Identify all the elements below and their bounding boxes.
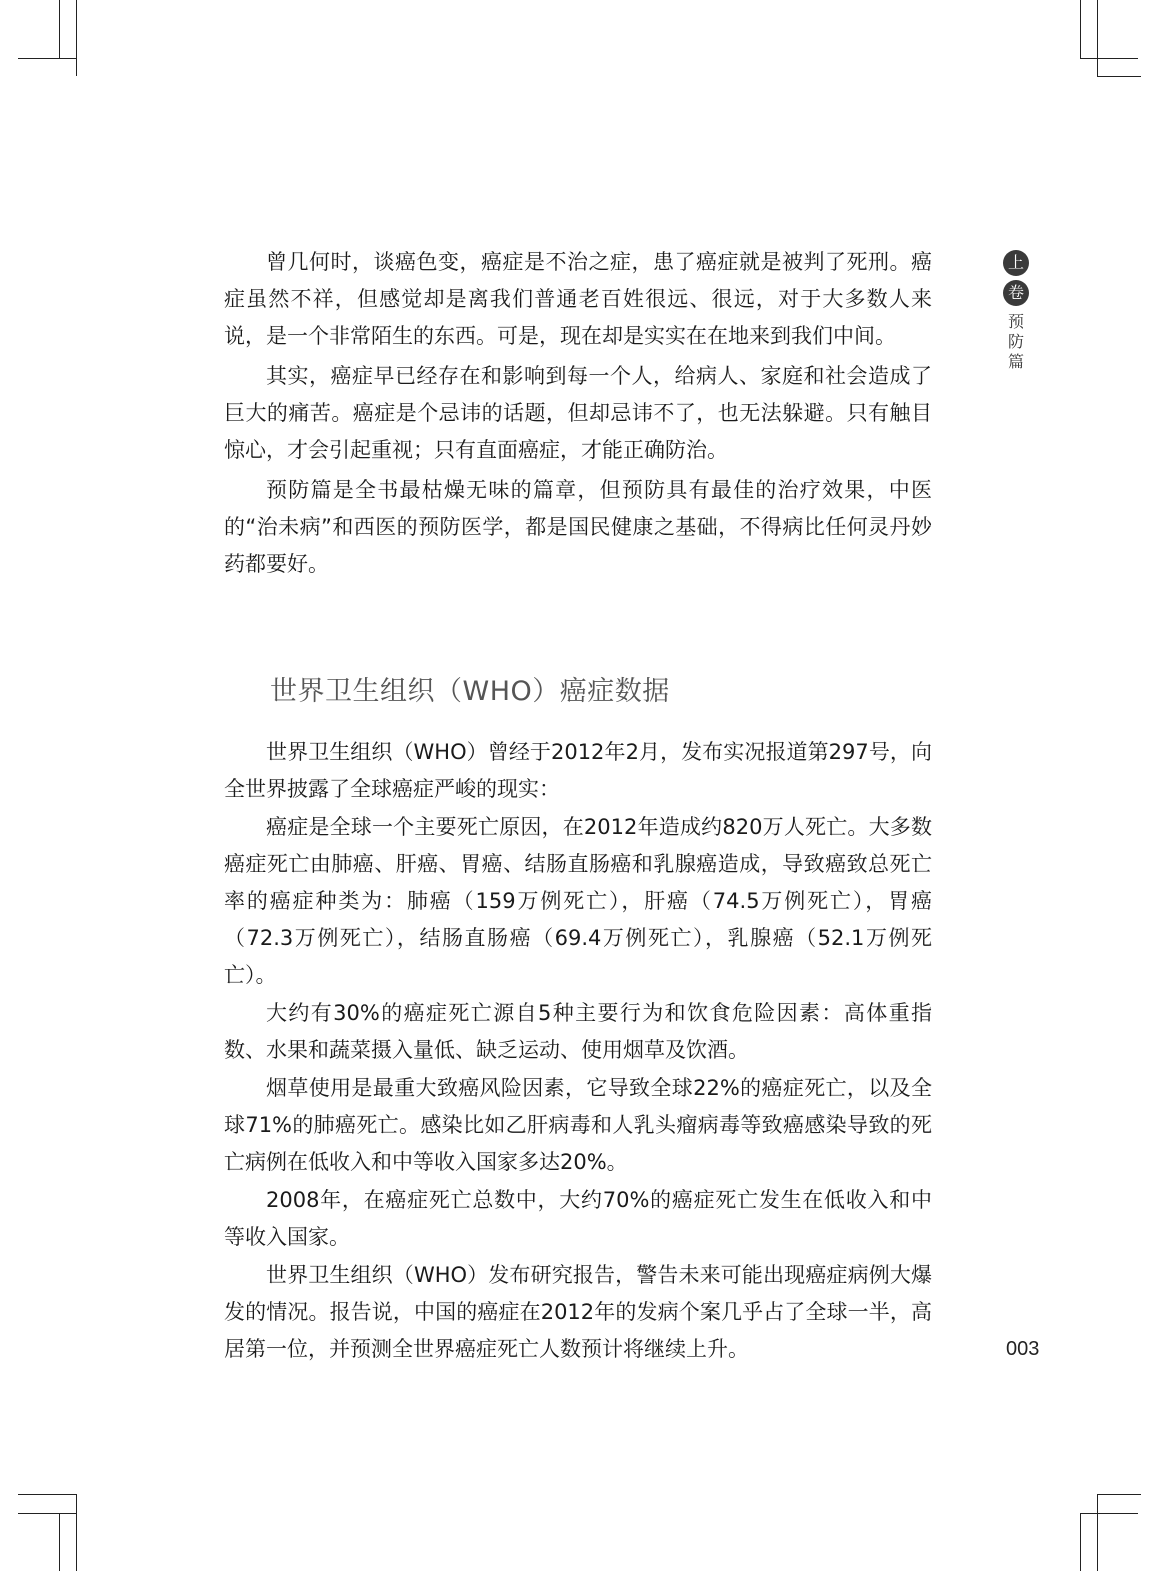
crop-mark-bottom-right-h — [1097, 1494, 1141, 1495]
section-heading: 世界卫生组织（WHO）癌症数据 — [270, 676, 670, 707]
chapter-circle-juan: 卷 — [1003, 280, 1029, 306]
page-number: 003 — [1006, 1338, 1040, 1360]
body-paragraph: 世界卫生组织（WHO）发布研究报告，警告未来可能出现癌症病例大爆发的情况。报告说，中国的癌症在2012年的发病个案几乎占了全球一半，高居第一位，并预测全世界癌症死亡人数预计将继续上升。 — [224, 1263, 932, 1361]
crop-mark-bottom-left-v2 — [76, 1494, 77, 1571]
intro-section — [224, 244, 932, 583]
intro-paragraph: 预防篇是全书最枯燥无味的篇章，但预防具有最佳的治疗效果，中医的“治未病”和西医的预防医学，都是国民健康之基础，不得病比任何灵丹妙药都要好。 — [224, 478, 932, 576]
crop-mark-top-right-h2 — [1097, 76, 1141, 77]
crop-mark-bottom-left-h2 — [18, 1494, 76, 1495]
body-paragraph: 癌症是全球一个主要死亡原因，在2012年造成约820万人死亡。大多数癌症死亡由肺癌、肝癌、胃癌、结肠直肠癌和乳腺癌造成，导致癌致总死亡率的癌症种类为：肺癌（159万例死亡），肝癌（74.5万例死亡），胃癌（72.3万例死亡），结肠直肠癌（69.4万例死亡），乳腺癌（52.1万例死亡）。 — [224, 815, 932, 987]
crop-mark-top-right-h — [1080, 58, 1138, 59]
crop-mark-bottom-left-h — [18, 1513, 76, 1514]
body-paragraph: 2008年，在癌症死亡总数中，大约70%的癌症死亡发生在低收入和中等收入国家。 — [224, 1188, 932, 1249]
crop-mark-bottom-right-v2 — [1080, 1513, 1081, 1571]
crop-mark-bottom-right-v1 — [1097, 1494, 1098, 1571]
chapter-side-tab — [1003, 250, 1029, 372]
crop-mark-top-left-v1 — [59, 0, 60, 58]
body-paragraph: 世界卫生组织（WHO）曾经于2012年2月，发布实况报道第297号，向全世界披露了全球癌症严峻的现实： — [224, 740, 932, 801]
crop-mark-top-right-v1 — [1080, 0, 1081, 58]
body-paragraph: 烟草使用是最重大致癌风险因素，它导致全球22%的癌症死亡，以及全球71%的肺癌死亡。感染比如乙肝病毒和人乳头瘤病毒等致癌感染导致的死亡病例在低收入和中等收入国家多达20%。 — [224, 1076, 932, 1174]
who-data-section — [224, 734, 932, 1368]
chapter-circle-shang: 上 — [1003, 250, 1029, 276]
intro-paragraph: 曾几何时，谈癌色变，癌症是不治之症，患了癌症就是被判了死刑。癌症虽然不祥，但感觉却是离我们普通老百姓很远、很远，对于大多数人来说，是一个非常陌生的东西。可是，现在却是实实在在地来到我们中间。 — [224, 250, 932, 348]
crop-mark-top-left-h — [18, 58, 76, 59]
intro-paragraph: 其实，癌症早已经存在和影响到每一个人，给病人、家庭和社会造成了巨大的痛苦。癌症是个忌讳的话题，但却忌讳不了，也无法躲避。只有触目惊心，才会引起重视；只有直面癌症，才能正确防治。 — [224, 364, 932, 462]
crop-mark-top-left-v2 — [76, 0, 77, 76]
crop-mark-top-right-v2 — [1097, 0, 1098, 76]
body-paragraph: 大约有30%的癌症死亡源自5种主要行为和饮食危险因素：高体重指数、水果和蔬菜摄入量低、缺乏运动、使用烟草及饮酒。 — [224, 1001, 932, 1062]
crop-mark-bottom-right-h2 — [1080, 1513, 1138, 1514]
chapter-label: 预防篇 — [1007, 312, 1024, 371]
crop-mark-bottom-left-v1 — [59, 1513, 60, 1571]
